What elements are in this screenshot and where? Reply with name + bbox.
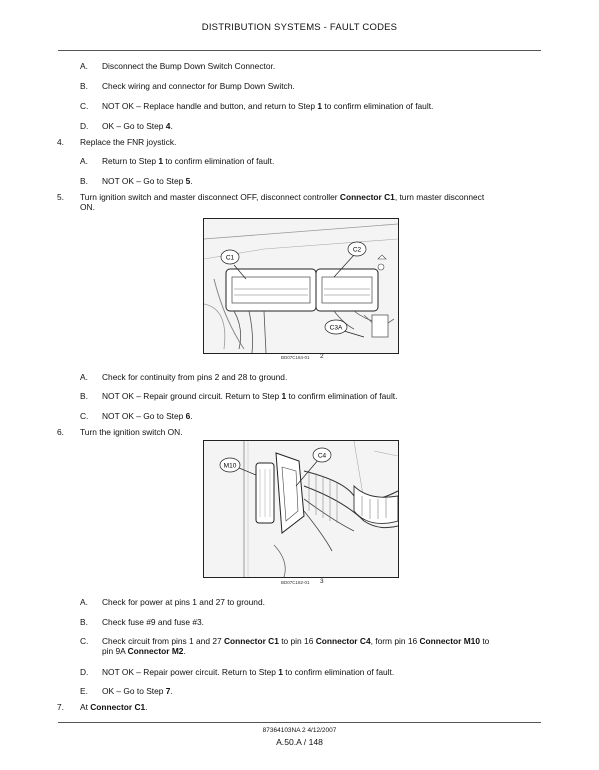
step-label: D. xyxy=(80,121,89,131)
connector-ref: Connector C1 xyxy=(339,192,395,202)
callout-label: C3A xyxy=(329,324,343,332)
step-label: D. xyxy=(80,667,89,677)
step-ref: 6 xyxy=(185,411,191,421)
callout-label: C4 xyxy=(317,452,327,460)
step-label: C. xyxy=(80,636,89,646)
connector-ref: Connector M10 xyxy=(419,636,480,646)
step-label: E. xyxy=(80,686,88,696)
step-text: NOT OK – Go to Step 6. xyxy=(102,411,193,421)
callout-c2 xyxy=(348,242,366,256)
step-label: A. xyxy=(80,61,88,71)
callout-c3a xyxy=(325,320,347,334)
connector-ref: Connector C1 xyxy=(223,636,279,646)
header-rule xyxy=(58,50,541,51)
step-label: A. xyxy=(80,372,88,382)
step-ref: 1 xyxy=(278,667,283,677)
step-number: 5. xyxy=(57,192,64,202)
step-text: Check wiring and connector for Bump Down Switch. xyxy=(102,81,295,91)
step-label: B. xyxy=(80,81,88,91)
footer-doc-id: 87364103NA 2 4/12/2007 xyxy=(262,727,337,734)
harness-connectors-illustration xyxy=(204,441,398,577)
controller-connectors-illustration xyxy=(204,219,398,353)
step-text: Check for continuity from pins 2 and 28 to ground. xyxy=(102,372,288,382)
figure-connector-m10-c4 xyxy=(203,440,399,578)
callout-label: M10 xyxy=(223,462,237,470)
step-label: B. xyxy=(80,176,88,186)
figure-number: 3 xyxy=(320,578,324,585)
step-ref: 1 xyxy=(158,156,164,166)
step-text: Check for power at pins 1 and 27 to ground. xyxy=(102,597,265,607)
step-text: Check circuit from pins 1 and 27 Connector C1 to pin 16 Connector C4, form pin 16 Connector M10 to xyxy=(102,636,490,646)
step-text: OK – Go to Step 7. xyxy=(102,686,173,696)
step-text: NOT OK – Repair power circuit. Return to Step 1 to confirm elimination of fault. xyxy=(102,667,395,677)
step-text-cont: pin 9A Connector M2. xyxy=(102,646,186,656)
step-number: 6. xyxy=(57,427,64,437)
page-header-title: DISTRIBUTION SYSTEMS - FAULT CODES xyxy=(201,22,398,33)
step-label: B. xyxy=(80,617,88,627)
connector-ref: Connector C1 xyxy=(90,702,146,712)
figure-connector-c1-c2 xyxy=(203,218,399,354)
step-label: A. xyxy=(80,597,88,607)
step-text: Turn the ignition switch ON. xyxy=(80,427,183,437)
step-text: OK – Go to Step 4. xyxy=(102,121,173,131)
step-text: At Connector C1. xyxy=(80,702,148,712)
callout-c1 xyxy=(221,250,239,264)
step-text: NOT OK – Replace handle and button, and return to Step 1 to confirm elimination of fault. xyxy=(102,101,434,111)
step-text: Return to Step 1 to confirm elimination of fault. xyxy=(102,156,275,166)
step-label: B. xyxy=(80,391,88,401)
step-ref: 1 xyxy=(281,391,287,401)
callout-c4 xyxy=(313,448,331,462)
step-text: Disconnect the Bump Down Switch Connector. xyxy=(102,61,276,71)
step-text: NOT OK – Go to Step 5. xyxy=(102,176,193,186)
step-text-cont: ON. xyxy=(80,202,95,212)
step-number: 4. xyxy=(57,137,64,147)
step-label: A. xyxy=(80,156,88,166)
step-label: C. xyxy=(80,101,89,111)
step-text: NOT OK – Repair ground circuit. Return to Step 1 to confirm elimination of fault. xyxy=(102,391,398,401)
figure-code: BD07C184-01 xyxy=(281,355,310,360)
footer-rule xyxy=(58,722,541,723)
footer-page-number: A.50.A / 148 xyxy=(276,737,323,747)
figure-code: BD07C182-01 xyxy=(281,580,310,585)
callout-label: C2 xyxy=(352,246,362,254)
step-number: 7. xyxy=(57,702,64,712)
figure-number: 2 xyxy=(320,353,324,360)
callout-m10 xyxy=(220,458,240,472)
step-text: Replace the FNR joystick. xyxy=(80,137,177,147)
step-label: C. xyxy=(80,411,89,421)
step-ref: 4 xyxy=(165,121,171,131)
step-ref: 1 xyxy=(317,101,323,111)
step-text: Turn ignition switch and master disconnect OFF, disconnect controller Connector C1, turn master disconnect xyxy=(80,192,485,202)
callout-label: C1 xyxy=(225,254,235,262)
step-text: Check fuse #9 and fuse #3. xyxy=(102,617,204,627)
step-ref: 7 xyxy=(165,686,171,696)
step-ref: 5 xyxy=(185,176,191,186)
connector-ref: Connector C4 xyxy=(315,636,371,646)
connector-ref: Connector M2 xyxy=(127,646,184,656)
